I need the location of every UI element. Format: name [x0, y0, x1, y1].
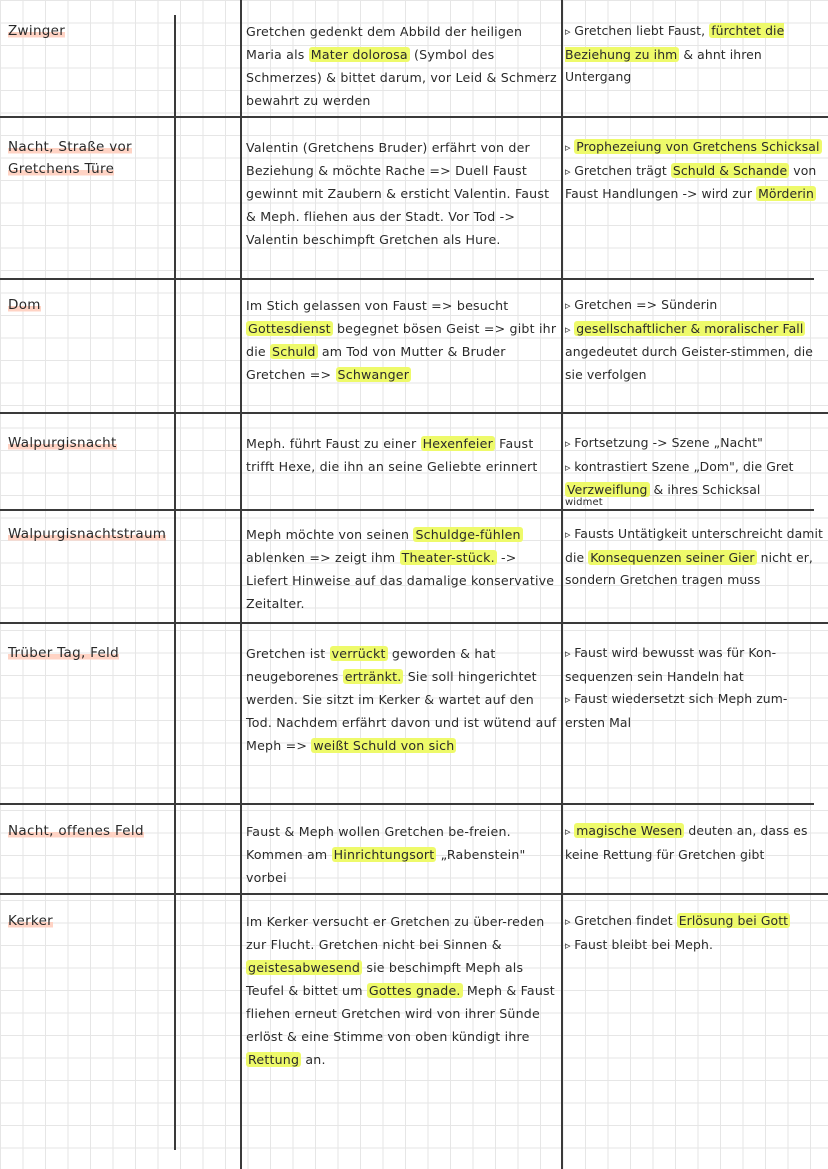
scene-summary [246, 136, 558, 251]
note-bullet [565, 910, 825, 934]
note-bullet [565, 523, 825, 592]
note-bullet [565, 136, 825, 160]
summary-highlight: Gottes gnade. [368, 983, 461, 998]
summary-highlight: Schuldge-fühlen [415, 527, 521, 542]
scene-title [8, 294, 168, 316]
scene-title-text: Trüber Tag, Feld [8, 645, 119, 661]
note-text: Faust bleibt bei Meph. [574, 936, 713, 952]
scene-title [8, 432, 168, 454]
note-text: kontrastiert Szene „Dom", die Gret [574, 458, 794, 474]
row-divider [0, 803, 814, 805]
scene-summary [246, 820, 558, 889]
summary-highlight: Rettung [248, 1052, 300, 1067]
summary-text: Meph möchte von seinen [246, 527, 414, 542]
summary-highlight: Theater-stück. [401, 550, 495, 565]
summary-highlight: Gottesdienst [248, 321, 331, 336]
scene-notes [565, 136, 825, 206]
summary-text: ablenken => zeigt ihm [246, 550, 400, 565]
summary-text: -> Liefert Hinweise auf das damalige konservative Zeitalter. [246, 550, 555, 611]
scene-notes [565, 642, 825, 734]
row-divider [0, 622, 828, 624]
note-text: deuten an, dass es keine Rettung für Gretchen gibt [565, 823, 808, 862]
note-bullet [565, 160, 825, 206]
scene-title [8, 20, 168, 42]
summary-text: begegnet bösen Geist => gibt ihr die [246, 321, 557, 359]
summary-text: Meph. führt Faust zu einer [246, 436, 421, 451]
summary-highlight: Hinrichtungsort [333, 847, 435, 862]
note-highlight: Verzweiflung [567, 482, 648, 497]
row-divider [0, 893, 828, 895]
scene-title [8, 910, 168, 932]
summary-text: Meph & Faust fliehen erneut Gretchen wird von ihrer Sünde erlöst & eine Stimme von oben kündigt ihre [246, 983, 555, 1044]
scene-notes [565, 523, 825, 592]
note-highlight: Prophezeiung von Gretchens Schicksal [576, 139, 820, 154]
note-highlight: Mörderin [758, 186, 814, 201]
scene-title-text: Nacht, offenes Feld [8, 823, 144, 839]
summary-highlight: Schwanger [337, 367, 410, 382]
scene-title-text: Nacht, Straße vor Gretchens Türe [8, 139, 132, 177]
note-bullet [565, 20, 825, 89]
scene-notes [565, 20, 825, 89]
summary-text: Sie soll hingerichtet werden. Sie sitzt im Kerker & wartet auf den Tod. Nachdem erfährt davon und ist wütend auf Meph => [246, 669, 557, 753]
note-text: von Faust Handlungen -> wird zur [565, 162, 817, 201]
note-text: & ahnt ihren Untergang [565, 46, 762, 84]
summary-text: Im Kerker versucht er Gretchen zu über-reden zur Flucht. Gretchen nicht bei Sinnen & [246, 914, 545, 952]
note-text: Fortsetzung -> Szene „Nacht" [574, 435, 763, 450]
note-text: Faust wiedersetzt sich Meph zum-ersten Mal [565, 691, 788, 730]
summary-text: geworden & hat neugeborenes [246, 646, 496, 684]
note-text: & ihres Schicksal [649, 482, 761, 497]
summary-highlight: Mater dolorosa [310, 47, 408, 62]
note-bullet [565, 820, 825, 866]
summary-text: Valentin (Gretchens Bruder) erfährt von der Beziehung & möchte Rache => Duell Faust gewinnt mit Zaubern & ersticht Valentin. Faust & Meph. fliehen aus der Stadt. Vor Tod -> Valentin beschimpft Gretchen als Hure. [246, 140, 550, 247]
scene-title-text: Dom [8, 297, 41, 313]
summary-text: an. [301, 1052, 326, 1067]
scene-summary [246, 294, 558, 386]
scene-summary [246, 432, 558, 478]
note-text: Faust wird bewusst was für Kon-sequenzen sein Handeln hat [565, 645, 777, 684]
scene-notes [565, 910, 825, 957]
scene-title [8, 642, 168, 664]
summary-highlight: ertränkt. [344, 669, 402, 684]
note-bullet [565, 688, 825, 734]
scene-title-text: Kerker [8, 913, 54, 929]
note-text: nicht er, sondern Gretchen tragen muss [565, 549, 813, 587]
summary-text: Gretchen ist [246, 646, 330, 661]
scene-title [8, 820, 168, 842]
summary-text: sie beschimpft Meph als Teufel & bittet um [246, 960, 524, 998]
scene-notes [565, 294, 825, 386]
summary-text: Im Stich gelassen von Faust => besucht [246, 298, 509, 313]
note-highlight: fürchtet die Beziehung zu ihm [565, 23, 785, 62]
column-divider-2 [240, 0, 242, 1169]
note-highlight: gesellschaftlicher & moralischer Fall [576, 320, 804, 336]
scene-title [8, 136, 168, 180]
summary-highlight: verrückt [331, 646, 386, 661]
scene-title-text: Walpurgisnacht [8, 435, 117, 451]
note-text: Gretchen findet [574, 913, 677, 928]
note-bullet [565, 642, 825, 688]
summary-highlight: geistesabwesend [248, 960, 361, 975]
scene-title [8, 523, 168, 545]
note-text: Fausts Untätigkeit unterschreicht damit die [565, 526, 823, 565]
row-divider [0, 412, 828, 414]
scene-title-text: Walpurgisnachtstraum [8, 526, 167, 542]
note-bullet [565, 456, 825, 502]
summary-text: (Symbol des Schmerzes) & bittet darum, vor Leid & Schmerz bewahrt zu werden [246, 47, 557, 108]
scene-title-text: Zwinger [8, 23, 66, 39]
row-divider [0, 509, 814, 511]
scene-summary [246, 523, 558, 615]
column-divider-1 [174, 15, 176, 1150]
note-bullet [565, 318, 825, 387]
note-bullet [565, 294, 825, 318]
scene-summary [246, 20, 558, 112]
note-text: Gretchen => Sünderin [574, 297, 718, 312]
summary-text: Faust & Meph wollen Gretchen be-freien. Kommen am [246, 824, 511, 862]
summary-text: Gretchen gedenkt dem Abbild der heiligen Maria als [246, 24, 523, 62]
scene-summary [246, 642, 558, 757]
note-highlight: Erlösung bei Gott [678, 913, 789, 928]
summary-highlight: weißt Schuld von sich [313, 738, 455, 753]
scene-notes [565, 820, 825, 866]
scene-notes [565, 432, 825, 508]
note-annotation: widmet [565, 496, 603, 508]
note-text: Gretchen liebt Faust, [574, 23, 710, 38]
row-divider [0, 278, 814, 280]
note-bullet [565, 934, 825, 958]
note-highlight: magische Wesen [576, 823, 683, 838]
scene-summary [246, 910, 558, 1071]
note-text: angedeutet durch Geister-stimmen, die sie verfolgen [565, 344, 813, 382]
note-bullet [565, 432, 825, 456]
note-text: Gretchen trägt [574, 162, 671, 178]
summary-highlight: Schuld [272, 344, 316, 359]
row-divider [0, 116, 828, 118]
column-divider-3 [561, 0, 563, 1169]
summary-text: „Rabenstein" vorbei [246, 847, 526, 885]
note-highlight: Schuld & Schande [672, 162, 788, 178]
summary-text: am Tod von Mutter & Bruder Gretchen => [246, 344, 506, 382]
note-highlight: Konsequenzen seiner Gier [590, 549, 755, 565]
summary-text: Faust trifft Hexe, die ihn an seine Geliebte erinnert [246, 436, 538, 474]
summary-highlight: Hexenfeier [422, 436, 493, 451]
